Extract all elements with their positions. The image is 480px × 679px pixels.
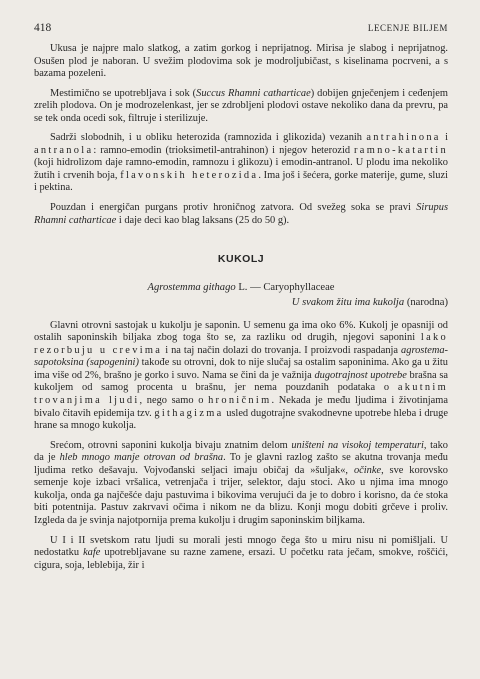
spaced-term: akutnim trovanjima ljudi [34, 382, 448, 407]
section-heading: KUKOLJ [217, 253, 265, 266]
paragraph-wartime: U I i II svetskom ratu ljudi su morali jesti mnogo čega što u miru nisu ni pomišljali. U nedostatku kafe upotrebljavane su razne zamene, ersazi. U početku rata ječam, smokve, roščići, cigura, soja, leblebija, žir i [34, 534, 448, 571]
running-title: LECENJE BILJEM [367, 23, 448, 33]
proverb-line: U svakom žitu ima kukolja (narodna) [291, 297, 448, 309]
italic-term: dugotrajnost upotrebe [314, 369, 407, 381]
italic-term: kafe [83, 547, 101, 559]
italic-term: uništeni na visokoj temperaturi [291, 439, 424, 451]
latin-term: Sirupus Rhamni catharticae [34, 202, 448, 226]
paragraph-temperature: Srećom, otrovni saponini kukolja bivaju znatnim delom uništeni na visokoj temperaturi, tako da je hleb mnogo manje otrovan od brašna. To je glavni razlog zašto se akutna trovanja među ljudima retko dešavaju. Vojvođanski seljaci imaju običaj da »šuljak«, očinke, sve korovsko semenje koje izbaci vršalica, vetrenjača i trijer, selektor, daju stoci. Ako u njima ima mnogo kukolja, onda ga najčešće daju pastuvima i bikovima verujući da je to dobro i korisno, da će stoka biti potentnija. Pastuv zakrvavi očima i nikom ne da blizu. Konji mogu dobiti grčeve i proliv. Izgleda da je svinja najotpornija prema kukolju i drugim saponinskim biljkama. [34, 439, 448, 526]
proverb: U svakom žitu ima kukolja [291, 297, 405, 309]
spaced-term: flavonskih heterozida [120, 169, 259, 181]
spaced-term: ramno-katartin [354, 144, 448, 156]
paragraph-juice: Mestimično se upotrebljava i sok (Succus Rhamni catharticae) dobijen gnječenjem i ceđenjem zrelih plodova. On je modrozelenkast, jer se zdrobljeni plodovi ostave nekoliko dana da prevru, pa se tek onda ocedi sok, filtruje i sterilizuje. [34, 87, 448, 124]
species-latin-name: Agrostemma githago [147, 281, 236, 293]
page-number: 418 [34, 22, 52, 34]
paragraph-toxic-saponin: Glavni otrovni sastojak u kukolju je saponin. U semenu ga ima oko 6%. Kukolj je opasniji od ostalih saponinskih biljaka zbog toga što se, za razliku od drugih, njegovi saponini lako rezorbuju u crevima i na taj način dolazi do trovanja. I proizvodi raspadanja agrostema-sapotoksina (sapogenini) takođe su otrovni, dok to nije slučaj sa ostalim saponinima. Ako ga u žitu ima više od 2%, brašno je gorko i suvo. Nama se čini da je važnija dugotrajnost upotrebe brašna sa kukoljem od samog procenta u brašnu, jer nema pouzdanih podataka o akutnim trovanjima ljudi, nego samo o hroničnim. Nekada je među ljudima i životinjama bivalo čitavih epidemija tzv. githagizma usled dugotrajne svakodnevne upotrebe hleba i druge hrane sa mnogo kukolja. [34, 319, 449, 432]
page-body [34, 43, 448, 579]
spaced-term: githagizma [154, 407, 224, 419]
paragraph-constituents: Sadrži slobodnih, i u obliku heterozida (ramnozida i glikozida) vezanih antrahinona i antranola: ramno-emodin (trioksimetil-antrahinon) i njegov heterozid ramno-katartin (koji hidrolizom daje ramno-emodin, ramnozu i glikozu) i emodin-antranol. U plodu ima nekoliko žutih i crvenih boja, flavonskih heterozida. Ima još i šećera, gorke materije, gume, sluzi i pektina. [34, 132, 448, 194]
paragraph-usage: Pouzdan i energičan purgans protiv hroničnog zatvora. Od svežeg soka se pravi Sirupus Rhamni catharticae i daje deci kao blag laksans (25 do 50 g). [34, 202, 448, 226]
italic-term: očinke [353, 464, 382, 476]
italic-term: hleb mnogo manje otrovan od brašna [59, 452, 224, 464]
italic-term: agrostema-sapotoksina (sapogenini) [34, 344, 448, 369]
spaced-term: antranola [34, 144, 94, 156]
latin-term: Succus Rhamni catharticae [196, 87, 311, 99]
page-header [34, 22, 448, 38]
species-line: Agrostemma githago L. — Caryophyllaceae [147, 281, 335, 293]
spaced-term: lako rezorbuju u crevima [34, 332, 448, 356]
spaced-term: hroničnim [208, 395, 272, 407]
spaced-term: antrahinona [366, 132, 441, 144]
paragraph-fruit-taste: Ukusa je najpre malo slatkog, a zatim gorkog i neprijatnog. Mirisa je slabog i neprijatnog. Osušen plod je naboran. U svežim plodovima sok je modroljubičast, s kiselinama pocrveni, a s bazama pozeleni. [34, 43, 448, 80]
